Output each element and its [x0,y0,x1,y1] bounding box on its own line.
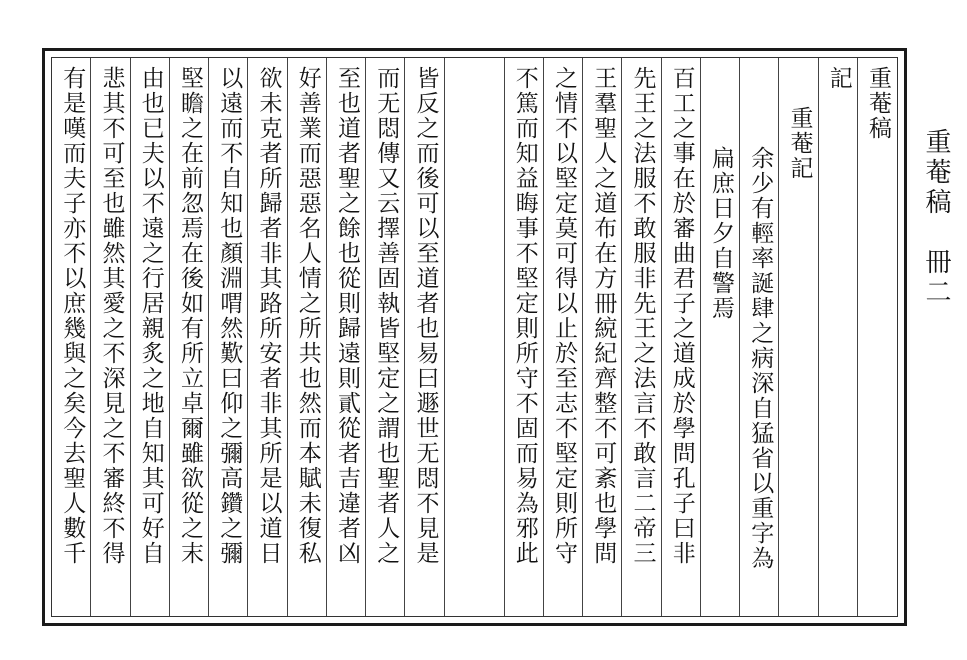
text-column-15: 欲未克者所歸者非其路所安者非其所是以道日 [255,66,282,566]
text-column-7: 先王之法服不敢服非先王之法言不敢言二帝三 [629,66,656,566]
text-column-20: 有是嘆而夫子亦不以庶幾與之矣今去聖人數千 [59,66,86,566]
column-rule [404,58,405,616]
text-column-10: 不篤而知益晦事不堅定則所守不固而易為邪此 [511,66,538,566]
text-column-9: 之情不以堅定莫可得以止於至志不堅定則所守 [551,66,577,566]
text-column-17: 堅瞻之在前忽焉在後如有所立卓爾雖欲從之末 [177,66,203,566]
text-column-12: 而无悶傳又云擇善固執皆堅定之謂也聖者人之 [373,66,400,566]
text-column-3: 重菴記 [786,106,813,181]
column-rule [621,58,622,616]
column-rule [326,58,327,616]
text-column-8: 王羣聖人之道布在方冊綂紀齊整不可紊也學問 [590,66,617,566]
text-column-2: 記 [825,66,852,91]
text-column-19: 悲其不可至也雖然其愛之不深見之不審終不得 [98,66,125,566]
text-column-5: 扁庶日夕自警焉 [708,146,734,321]
text-column-11: 皆反之而後可以至道者也易曰遯世无悶不見是 [412,66,439,566]
column-rule [739,58,740,616]
text-column-6: 百工之事在於審曲君子之道成於學問孔子曰非 [668,66,695,566]
text-column-4: 余少有輕率誕肆之病深自猛省以重字為 [747,146,774,571]
column-rule [208,58,209,616]
fold-gutter [445,58,505,616]
column-rule [247,58,248,616]
text-column-16: 以遠而不自知也顏淵喟然歎曰仰之彌高鑽之彌 [216,66,243,566]
column-rule [818,58,819,616]
column-rule [504,58,505,616]
column-rule [90,58,91,616]
column-rule [778,58,779,616]
text-column-1: 重菴稿 [865,66,891,141]
page-frame [42,48,907,626]
text-column-18: 由也已夫以不遠之行居親炙之地自知其可好自 [137,66,164,566]
running-title: 重菴稿 冊二 [921,128,951,308]
column-rule [543,58,544,616]
column-rule [365,58,366,616]
text-column-14: 好善業而惡惡名人情之所共也然而本賦未復私 [294,66,321,566]
column-rule [582,58,583,616]
text-column-13: 至也道者聖之餘也從則歸遠則貳從者吉違者凶 [334,66,360,566]
column-rule [169,58,170,616]
column-rule [444,58,445,616]
column-rule [700,58,701,616]
column-rule [287,58,288,616]
column-rule [857,58,858,616]
column-rule [661,58,662,616]
column-rule [130,58,131,616]
text-block [51,57,898,617]
